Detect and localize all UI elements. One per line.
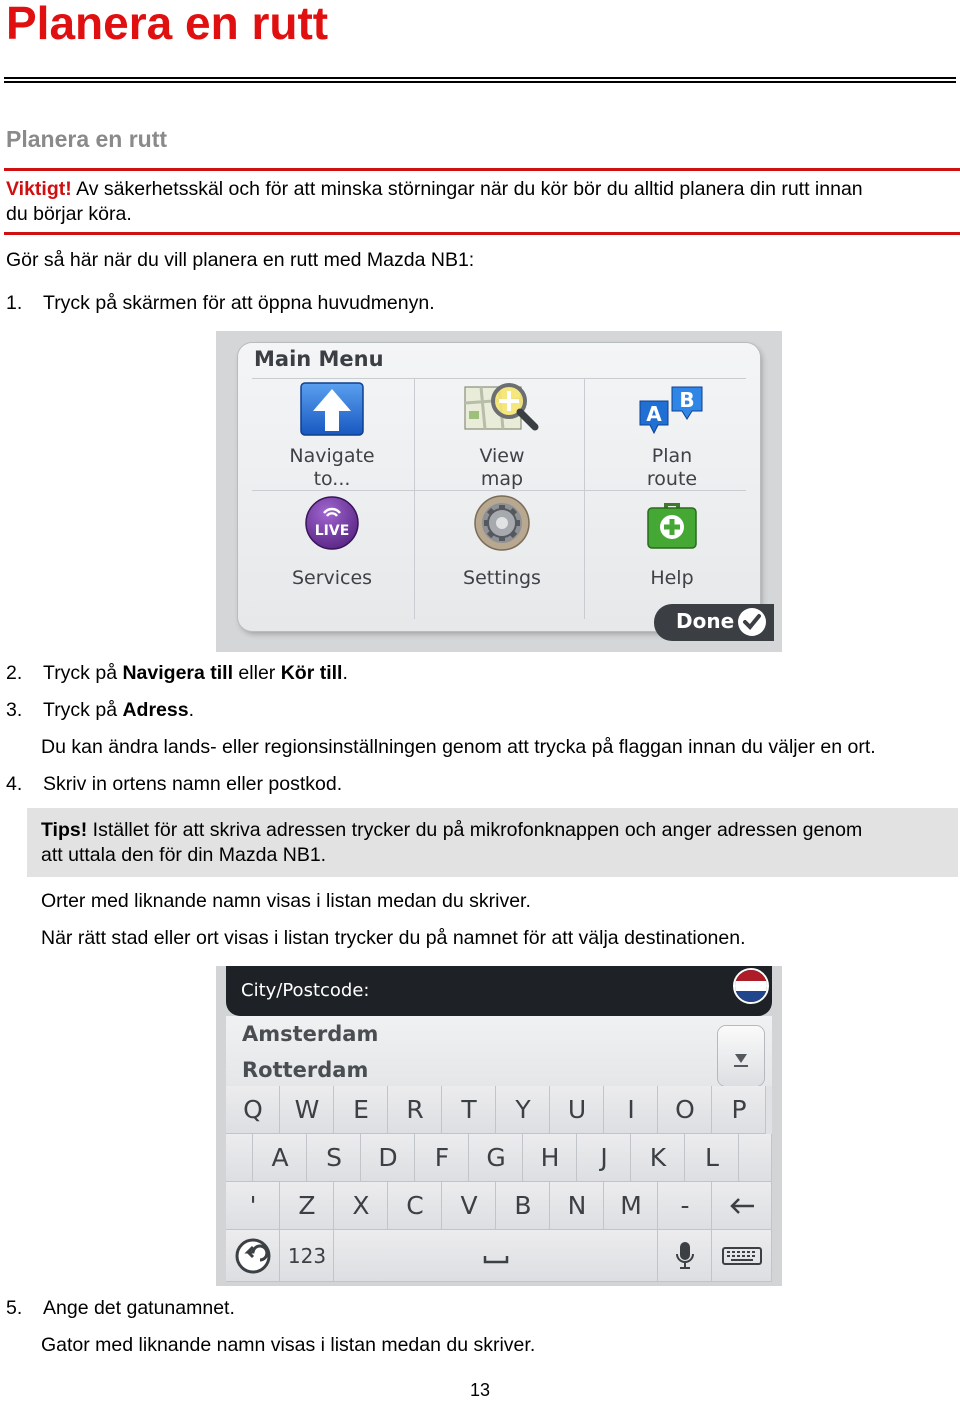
key-row2-spacer [226,1134,253,1182]
key-a[interactable]: A [253,1134,307,1182]
key-h[interactable]: H [523,1134,577,1182]
key-t[interactable]: T [442,1086,496,1134]
step-2-bold-1: Navigera till [122,662,234,684]
menu-item-navigate-to[interactable] [247,381,417,491]
key-row2-end [739,1134,772,1182]
menu-item-plan-route[interactable] [587,381,757,491]
key-w[interactable]: W [280,1086,334,1134]
menu-item-settings[interactable] [417,493,587,590]
keyboard-switch-key[interactable] [712,1230,772,1282]
step-1-number: 1. [6,292,23,314]
step-3-post: . [188,699,195,721]
main-menu-panel [238,343,760,631]
important-text: Av säkerhetsskäl och för att minska störningar när du kör bör du alltid planera din rutt innan [71,178,863,200]
microphone-icon [670,1230,700,1282]
step-2 [6,661,348,686]
scroll-down-button[interactable] [718,1026,764,1086]
checkmark-icon [738,608,766,636]
menu-item-plan-route-line2: route [646,468,698,490]
step-2-mid: eller [233,662,281,684]
tips-text [41,818,862,868]
important-top-rule [4,168,960,171]
map-magnifier-icon [459,381,545,439]
navigate-arrow-icon [299,381,365,439]
intro-text: Gör så här när du vill planera en rutt med Mazda NB1: [6,249,475,271]
menu-item-services-label: Services [291,567,373,589]
menu-item-navigate-line2: to... [313,468,351,490]
step-3-number: 3. [6,699,23,721]
important-note [6,177,863,227]
menu-item-navigate-line1: Navigate [289,445,375,467]
city-postcode-label: City/Postcode: [241,980,370,1001]
step-5-text: Ange det gatunamnet. [43,1297,235,1319]
live-badge-text: LIVE [314,523,350,539]
step-1-text: Tryck på skärmen för att öppna huvudmenyn. [43,292,435,314]
main-menu-screenshot [216,331,782,652]
key-p[interactable]: P [712,1086,766,1134]
city-keyboard-screenshot [216,966,782,1286]
done-button-label: Done [676,609,735,633]
step-4-text: Skriv in ortens namn eller postkod. [43,773,343,795]
key-f[interactable]: F [415,1134,469,1182]
tips-body-2: att uttala den för din Mazda NB1. [41,844,327,866]
section-title: Planera en rutt [6,126,168,152]
important-bottom-rule [4,232,960,235]
title-rule [4,77,956,79]
after-tips-p1: Orter med liknande namn visas i listan medan du skriver. [41,890,531,912]
step-3-note: Du kan ändra lands- eller regionsinställningen genom att trycka på flaggan innan du väljer en ort. [41,736,876,758]
step-4-number: 4. [6,773,23,795]
netherlands-flag-icon[interactable] [733,968,769,1004]
page-number: 13 [470,1380,491,1400]
key-s[interactable]: S [307,1134,361,1182]
city-result-1[interactable]: Amsterdam [242,1022,379,1046]
back-arrow-icon [231,1230,275,1282]
tips-label: Tips! [41,819,88,841]
step-4 [6,772,342,797]
key-n[interactable]: N [550,1182,604,1230]
menu-item-plan-route-line1: Plan [651,445,693,467]
step-2-post: . [342,662,348,684]
keyboard-icon [719,1230,765,1282]
plan-route-b-letter: B [679,388,695,412]
first-aid-kit-icon [642,493,702,553]
key-z[interactable]: Z [280,1182,334,1230]
key-e[interactable]: E [334,1086,388,1134]
key-b[interactable]: B [496,1182,550,1230]
key-m[interactable]: M [604,1182,658,1230]
key-r[interactable]: R [388,1086,442,1134]
footer-note: Gator med liknande namn visas i listan medan du skriver. [41,1334,536,1356]
key-u[interactable]: U [550,1086,604,1134]
key-k[interactable]: K [631,1134,685,1182]
key-j[interactable]: J [577,1134,631,1182]
key-v[interactable]: V [442,1182,496,1230]
important-text-2: du börjar köra. [6,203,132,225]
plan-route-a-letter: A [646,402,662,426]
key-x[interactable]: X [334,1182,388,1230]
step-1 [6,291,435,316]
menu-item-view-map-line1: View [479,445,525,467]
space-bar-icon [481,1230,511,1282]
menu-item-view-map[interactable] [417,381,587,491]
city-header [226,966,772,1016]
key-g[interactable]: G [469,1134,523,1182]
scroll-down-arrow-icon [718,1026,764,1086]
menu-item-help-label: Help [650,567,694,589]
back-button[interactable] [226,1230,280,1282]
numbers-key[interactable]: 123 [280,1230,334,1282]
step-2-pre: Tryck på [43,662,123,684]
city-results-list [226,1016,772,1088]
title-rule-2 [4,81,956,83]
backspace-arrow-icon [722,1182,762,1230]
key-i[interactable]: I [604,1086,658,1134]
microphone-key[interactable] [658,1230,712,1282]
after-tips-p2: När rätt stad eller ort visas i listan trycker du på namnet för att välja destinationen. [41,927,746,949]
step-2-number: 2. [6,662,23,684]
done-button[interactable] [654,604,774,641]
gear-icon [472,493,532,553]
page-title: Planera en rutt [6,0,329,49]
tips-body: Istället för att skriva adressen trycker du på mikrofonknappen och anger adressen genom [87,819,863,841]
key-c[interactable]: C [388,1182,442,1230]
key-hyphen[interactable]: - [658,1182,712,1230]
main-menu-title: Main Menu [254,347,384,371]
key-d[interactable]: D [361,1134,415,1182]
menu-item-help[interactable] [587,493,757,590]
live-services-icon [302,493,362,553]
step-5 [6,1296,235,1321]
backspace-key[interactable] [712,1182,772,1230]
menu-item-services[interactable] [247,493,417,590]
menu-item-settings-label: Settings [463,567,541,589]
menu-divider-top [252,378,746,379]
city-result-2[interactable]: Rotterdam [242,1058,369,1082]
menu-item-view-map-line2: map [480,468,524,490]
keyboard [226,1086,772,1282]
step-2-bold-2: Kör till [280,662,343,684]
important-label: Viktigt! [6,178,72,200]
step-3-bold: Adress [122,699,189,721]
step-3 [6,698,194,723]
step-5-number: 5. [6,1297,23,1319]
step-3-pre: Tryck på [43,699,123,721]
key-y[interactable]: Y [496,1086,550,1134]
space-key[interactable] [334,1230,658,1282]
key-q[interactable]: Q [226,1086,280,1134]
key-l[interactable]: L [685,1134,739,1182]
ab-route-icon [632,381,712,439]
key-o[interactable]: O [658,1086,712,1134]
key-apostrophe[interactable]: ' [226,1182,280,1230]
